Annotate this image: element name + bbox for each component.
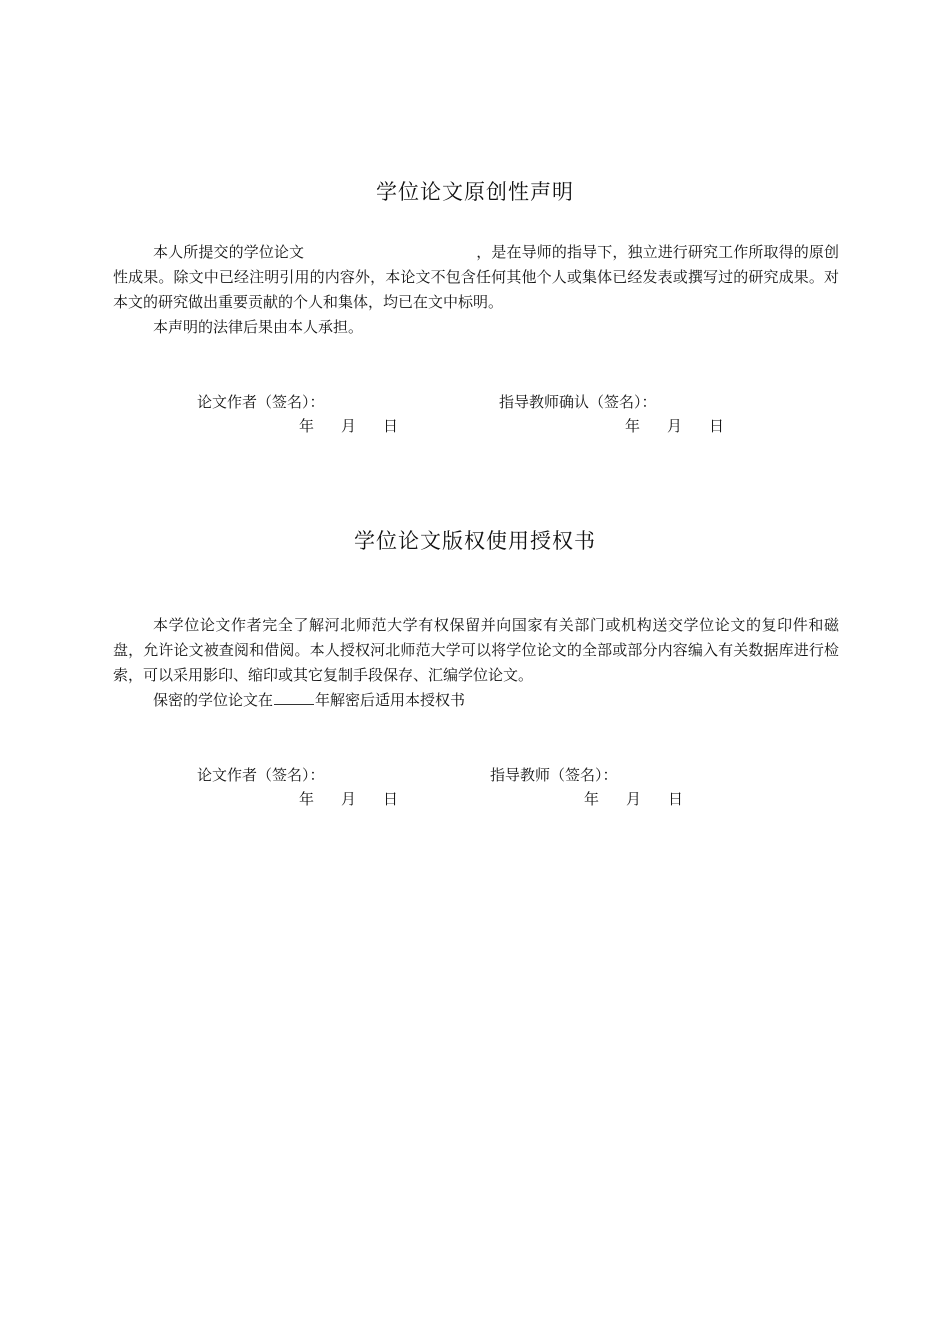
date-month: 月: [341, 417, 357, 435]
originality-advisor-date: [625, 416, 724, 436]
copyright-author-signature-label: 论文作者（签名）：: [197, 766, 325, 784]
date-day: 日: [709, 417, 725, 435]
copyright-para2-start: 保密的学位论文在: [153, 691, 274, 709]
date-month: 月: [667, 417, 683, 435]
copyright-author-date: [299, 789, 398, 809]
date-month: 月: [341, 790, 357, 808]
copyright-advisor-date: [584, 789, 683, 809]
copyright-paragraph-2: [113, 688, 839, 713]
copyright-title: 学位论文版权使用授权书: [354, 529, 596, 553]
originality-paragraph-1: [113, 240, 839, 315]
copyright-advisor-signature-label: 指导教师（签名）：: [490, 766, 618, 784]
copyright-para2-end: 年解密后适用本授权书: [315, 691, 466, 709]
date-year: 年: [584, 790, 600, 808]
confidential-years-blank: [274, 690, 314, 705]
originality-author-date: [299, 416, 398, 436]
copyright-paragraph-1: 本学位论文作者完全了解河北师范大学有权保留并向国家有关部门或机构送交学位论文的复印件和磁盘，允许论文被查阅和借阅。本人授权河北师范大学可以将学位论文的全部或部分内容编入有关数据库进行检索，可以采用影印、缩印或其它复制手段保存、汇编学位论文。: [113, 616, 839, 684]
date-day: 日: [383, 790, 399, 808]
originality-para1-start: 本人所提交的学位论文: [153, 243, 305, 261]
originality-para1-rest: ，是在导师的指导下，独立进行研究工作所取得的原创性成果。除文中已经注明引用的内容外，本论文不包含任何其他个人或集体已经发表或撰写过的研究成果。对本文的研究做出重要贡献的个人和集体，均已在文中标明。: [113, 243, 839, 311]
date-day: 日: [383, 417, 399, 435]
date-year: 年: [625, 417, 641, 435]
date-year: 年: [299, 417, 315, 435]
date-year: 年: [299, 790, 315, 808]
originality-paragraph-2: 本声明的法律后果由本人承担。: [153, 318, 364, 336]
originality-title: 学位论文原创性声明: [376, 180, 574, 204]
originality-author-signature-label: 论文作者（签名）：: [197, 393, 325, 411]
date-day: 日: [668, 790, 684, 808]
date-month: 月: [626, 790, 642, 808]
originality-advisor-signature-label: 指导教师确认（签名）：: [499, 393, 657, 411]
